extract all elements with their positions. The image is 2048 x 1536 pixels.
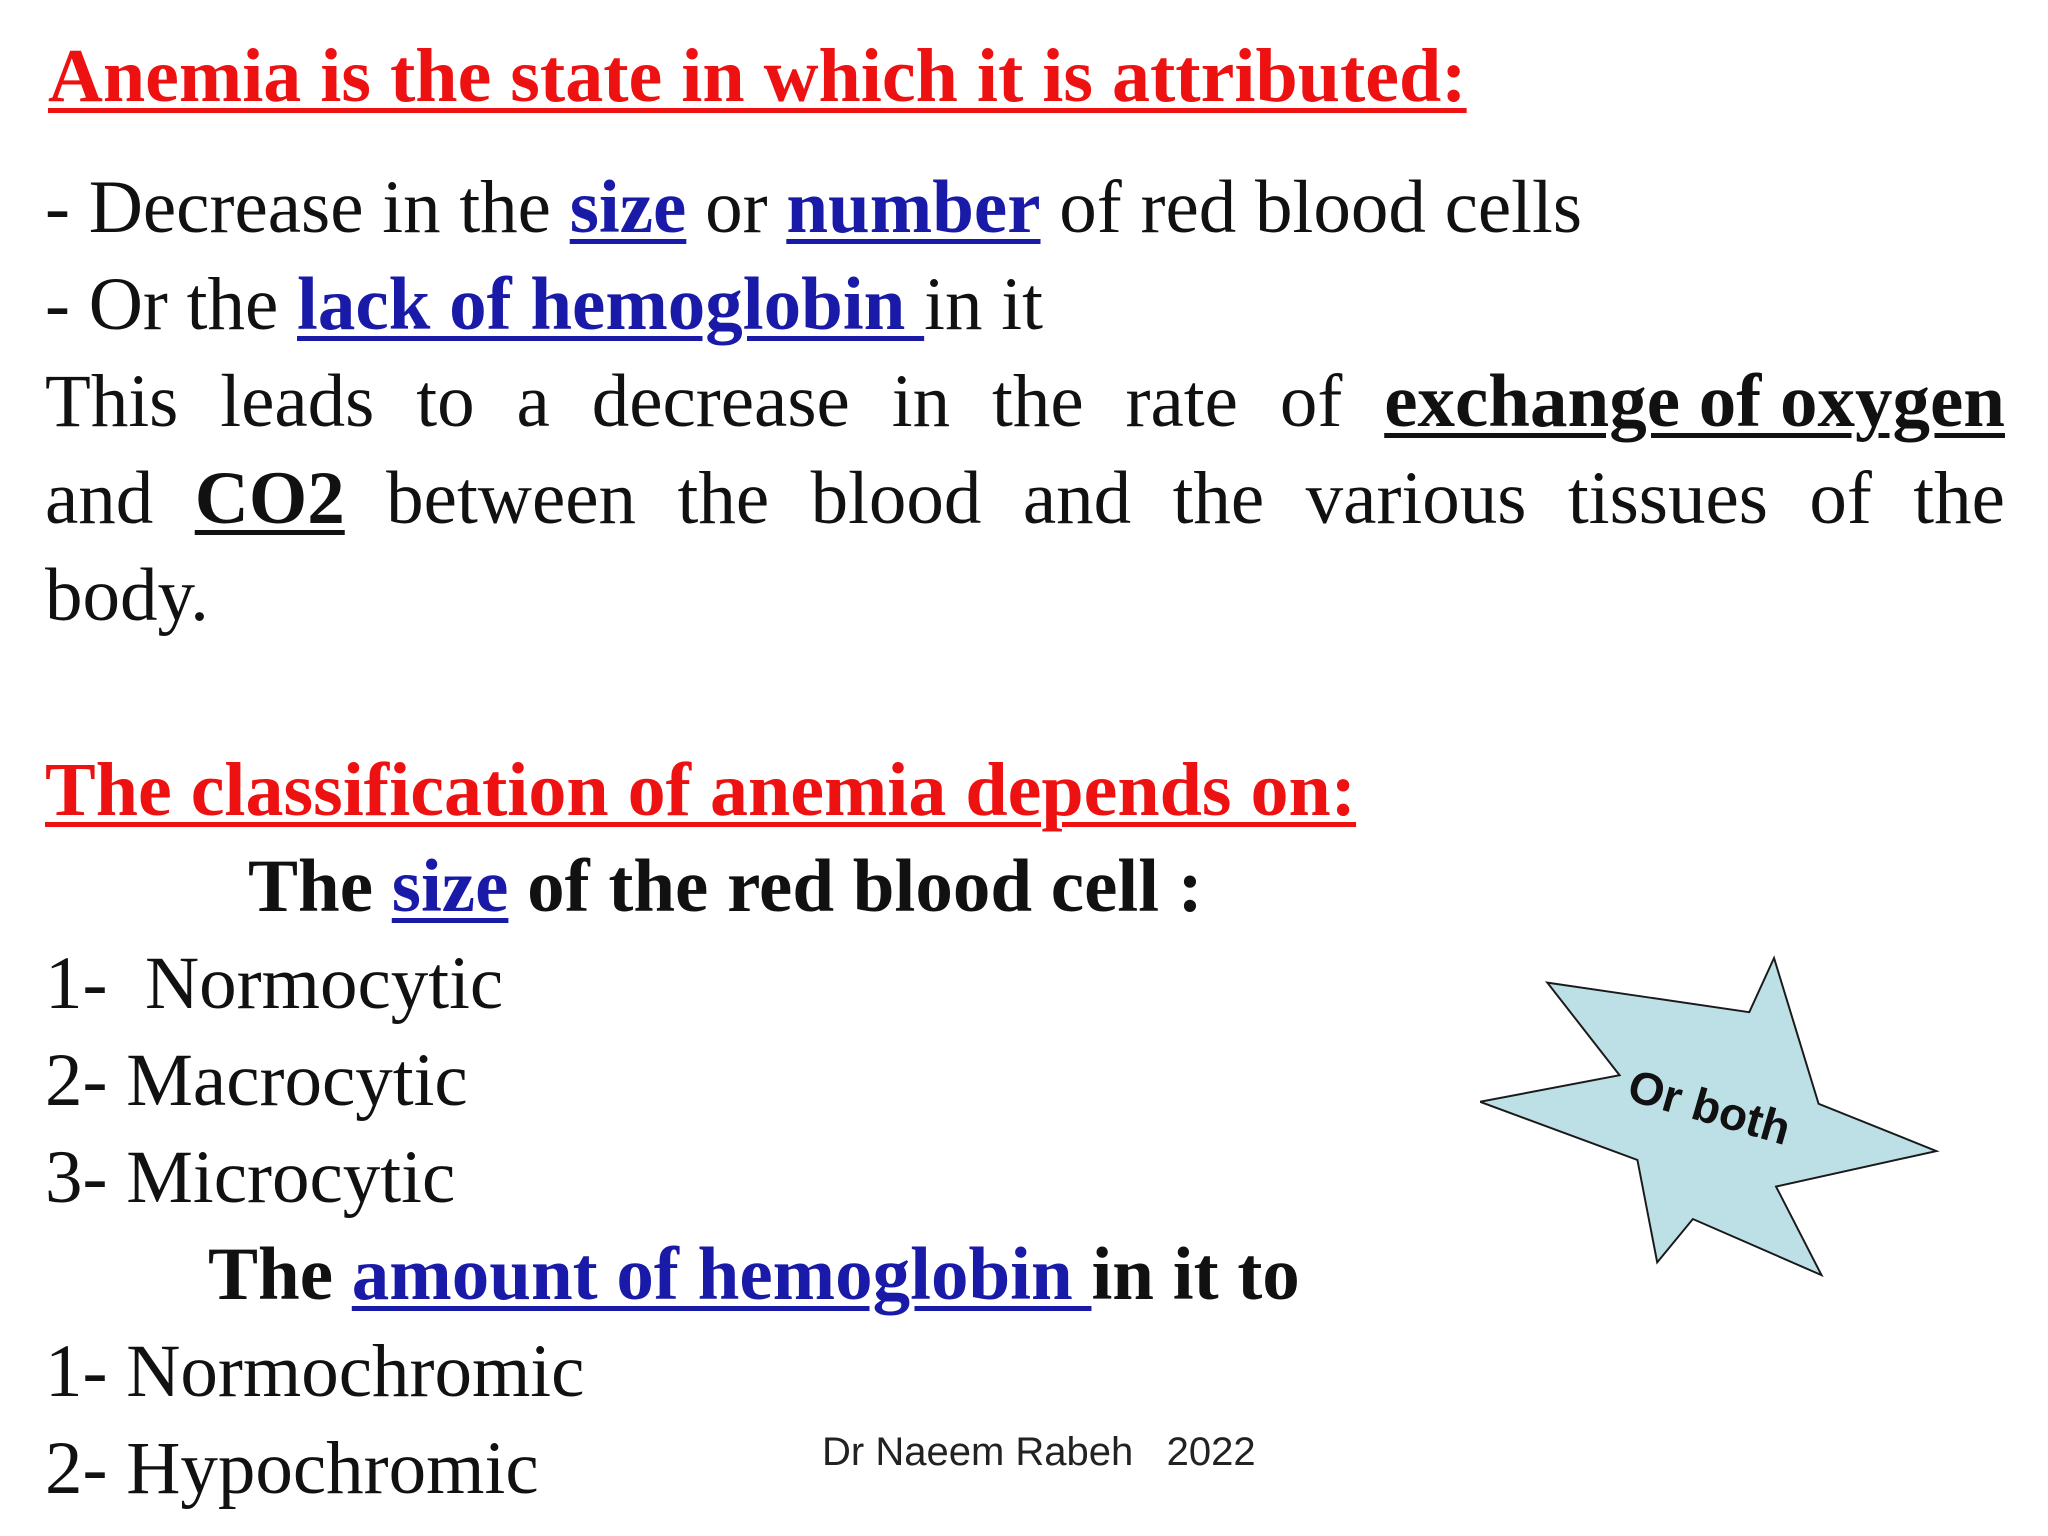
star-label: Or both [1622, 1059, 1797, 1155]
line1-text-a: - Decrease in the [45, 166, 570, 249]
para-word: the [1172, 457, 1265, 540]
para-word: to [416, 360, 475, 443]
para-word: blood [810, 457, 982, 540]
sub2-text-b: in it to [1091, 1233, 1300, 1316]
keyword-size: size [569, 166, 687, 249]
or-both-star-callout [1480, 955, 1940, 1285]
para-word: of [1809, 457, 1872, 540]
keyword-size-sub: size [391, 845, 509, 928]
para-word: a [516, 360, 550, 443]
para-word: various [1305, 457, 1527, 540]
subheading-hemoglobin [208, 1233, 1300, 1316]
para-word: This [45, 360, 179, 443]
keyword-amount-of-hemoglobin: amount of hemoglobin [351, 1233, 1092, 1316]
para-word: decrease [591, 360, 850, 443]
list-item-normochromic: 1- Normochromic [45, 1330, 585, 1413]
line1-text-b: or [686, 166, 787, 249]
sub1-text-a: The [248, 845, 392, 928]
line2-text-a: - Or the [45, 263, 297, 346]
list-item-microcytic: 3- Microcytic [45, 1136, 456, 1219]
keyword-number: number [786, 166, 1041, 249]
para-word: tissues [1567, 457, 1768, 540]
para-word: the [1913, 457, 2005, 540]
para-word: between [386, 457, 637, 540]
para-word: leads [220, 360, 375, 443]
definition-line-1 [45, 166, 1583, 249]
sub2-text-a: The [208, 1233, 352, 1316]
paragraph-row-2 [45, 457, 2005, 540]
paragraph-row-3: body. [45, 554, 209, 637]
para-word: the [677, 457, 770, 540]
list-item-hypochromic: 2- Hypochromic [45, 1427, 539, 1510]
keyword-co2: CO2 [194, 457, 345, 540]
line2-text-b: in it [924, 263, 1043, 346]
para-word: and [1022, 457, 1132, 540]
para-word: rate [1125, 360, 1238, 443]
para-word: of [1279, 360, 1343, 443]
para-word: in [891, 360, 951, 443]
line1-text-c: of red blood cells [1040, 166, 1583, 249]
sub1-text-b: of the red blood cell : [508, 845, 1203, 928]
definition-line-2 [45, 263, 1043, 346]
keyword-exchange-of-oxygen: exchange of oxygen [1384, 360, 2005, 443]
keyword-lack-of-hemoglobin: lack of hemoglobin [297, 263, 925, 346]
paragraph-row-1 [45, 360, 2005, 443]
heading-anemia-definition: Anemia is the state in which it is attributed: [48, 34, 1467, 118]
list-item-normocytic: 1- Normocytic [45, 942, 504, 1025]
list-item-macrocytic: 2- Macrocytic [45, 1039, 468, 1122]
para-word: and [45, 457, 154, 540]
heading-classification: The classification of anemia depends on: [45, 748, 1357, 832]
footer-author-year: Dr Naeem Rabeh 2022 [822, 1430, 1256, 1474]
para-word: the [991, 360, 1084, 443]
subheading-size [248, 845, 1203, 928]
